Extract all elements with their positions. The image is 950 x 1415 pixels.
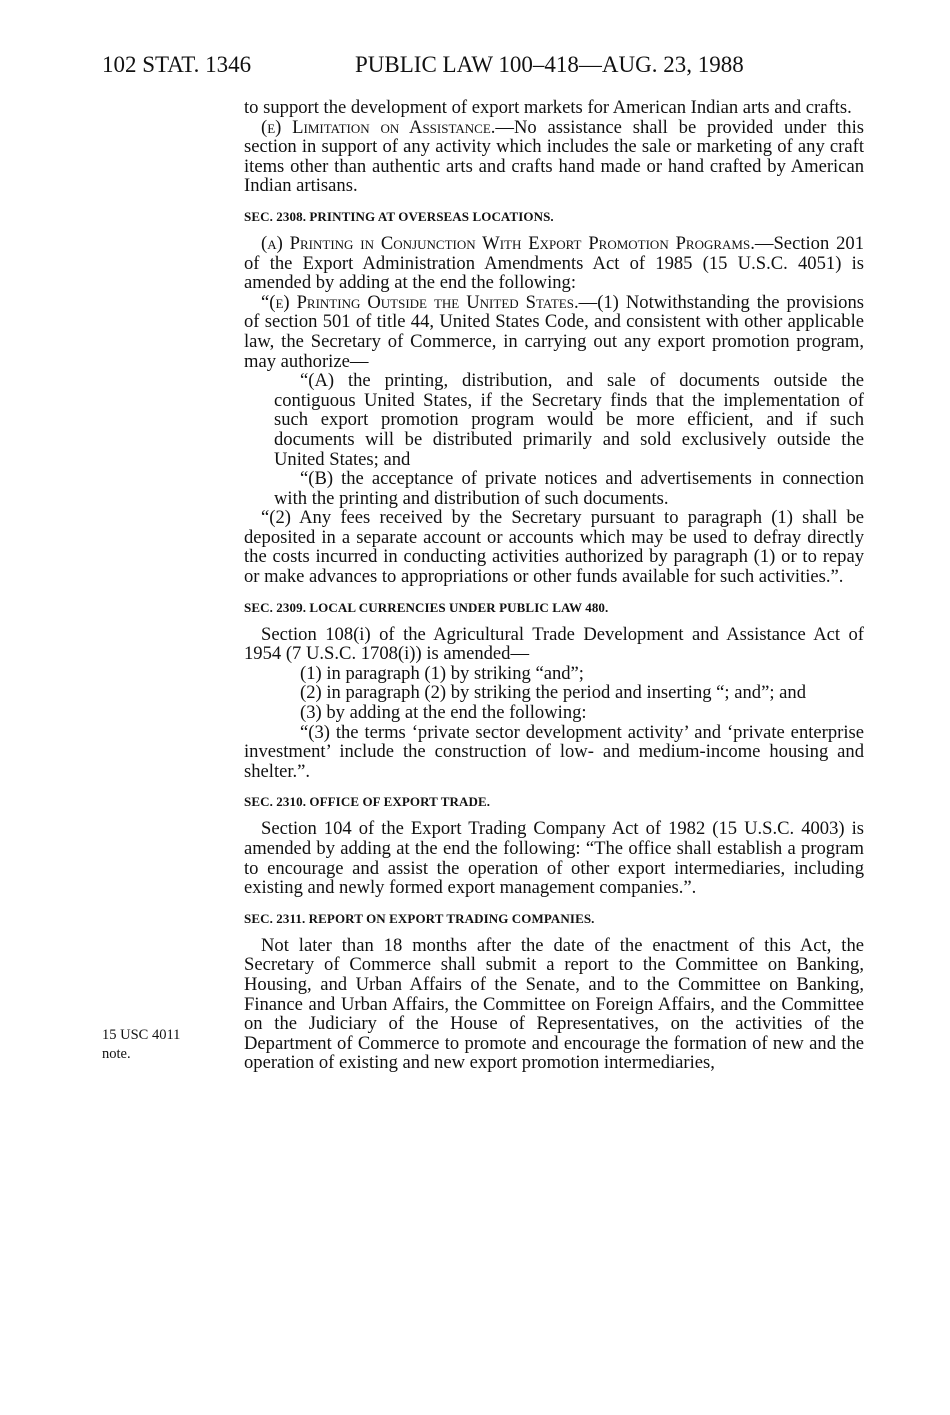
paragraph-terms: “(3) the terms ‘private sector development activity’ and ‘private enterprise investment’ include the construction of low- and medium-income housing and shelter.”. [244, 721, 864, 782]
subsection-heading-printing-outside: “(e) Printing Outside the United States. [261, 291, 579, 313]
document-body [244, 98, 864, 1073]
subsection-heading-limitation: (e) Limitation on Assistance. [261, 116, 496, 138]
paragraph-item-2: (2) in paragraph (2) by striking the period and inserting “; and”; and [300, 682, 807, 704]
paragraph-limitation-text: —No assistance shall be provided under this section in support of any activity which includes the sale or marketing of any craft items other than authentic arts and crafts hand made or hand crafted by American Indian artisans. [244, 116, 864, 197]
margin-note-citation: 15 USC 4011 [102, 1027, 181, 1043]
margin-note-label: note. [102, 1046, 131, 1062]
paragraph-report: Not later than 18 months after the date of the enactment of this Act, the Secretary of Commerce shall submit a report to the Committee on Banking, Housing, and Urban Affairs of the Senate, and to the Committee on Banking, Finance and Urban Affairs, the Committee on Foreign Affairs, and the Committee on the Judiciary of the House of Representatives, on the activities of the Department of Commerce to promote and encourage the formation of new and the operation of existing and new export promotion intermediaries, [244, 934, 864, 1074]
stat-citation: 102 STAT. 1346 [102, 52, 252, 77]
paragraph-section-104: Section 104 of the Export Trading Company Act of 1982 (15 U.S.C. 4003) is amended by adding at the end the following: “The office shall establish a program to encourage and assist the operation of other export intermediaries, including existing and newly formed export management companies.”. [244, 818, 864, 899]
paragraph-clause-a: “(A) the printing, distribution, and sale of documents outside the contiguous United States, if the Secretary finds that the implementation of such export promotion program would be more efficient, and if such documents will be distributed primarily and sold exclusively outside the United States; and [274, 370, 864, 470]
paragraph-section-108: Section 108(i) of the Agricultural Trade Development and Assistance Act of 1954 (7 U.S.C. 1708(i)) is amended— [244, 623, 864, 665]
paragraph-printing-conjunction [244, 234, 864, 293]
paragraph-printing-conjunction-text: —Section 201 of the Export Administration Amendments Act of 1985 (15 U.S.C. 4051) is amended by adding at the end the following: [244, 232, 865, 294]
subsection-heading-printing-conjunction: (a) Printing in Conjunction With Export Promotion Programs. [261, 232, 755, 254]
paragraph-item-1 [244, 664, 864, 684]
page-header [102, 52, 862, 82]
paragraph-item-1-text: (1) in paragraph (1) by striking “and”; [300, 662, 584, 684]
section-heading-2308: SEC. 2308. PRINTING AT OVERSEAS LOCATIONS. [244, 208, 554, 224]
paragraph-clause-b: “(B) the acceptance of private notices and advertisements in connection with the printing and distribution of such documents. [274, 468, 864, 509]
paragraph-item-3: (3) by adding at the end the following: [300, 702, 587, 724]
law-title: PUBLIC LAW 100–418—AUG. 23, 1988 [355, 52, 744, 77]
paragraph-fees: “(2) Any fees received by the Secretary pursuant to paragraph (1) shall be deposited in a separate account or accounts which may be used to defray directly the costs incurred in conducting activities authorized by paragraph (1) or to repay or make advances to appropriations or other funds available for such activities.”. [244, 507, 864, 588]
paragraph-printing-outside-text: —(1) Notwithstanding the provisions of section 501 of title 44, United States Code, and consistent with other applicable law, the Secretary of Commerce, in carrying out any export promotion program, may authorize— [244, 291, 864, 372]
section-heading-2310: SEC. 2310. OFFICE OF EXPORT TRADE. [244, 794, 491, 810]
margin-note [102, 1026, 212, 1064]
section-heading-2309: SEC. 2309. LOCAL CURRENCIES UNDER PUBLIC LAW 480. [244, 599, 609, 615]
paragraph-printing-outside [244, 293, 864, 371]
section-heading-2311: SEC. 2311. REPORT ON EXPORT TRADING COMPANIES. [244, 910, 595, 926]
paragraph-limitation [244, 118, 864, 196]
paragraph-continued: to support the development of export markets for American Indian arts and crafts. [244, 97, 852, 118]
